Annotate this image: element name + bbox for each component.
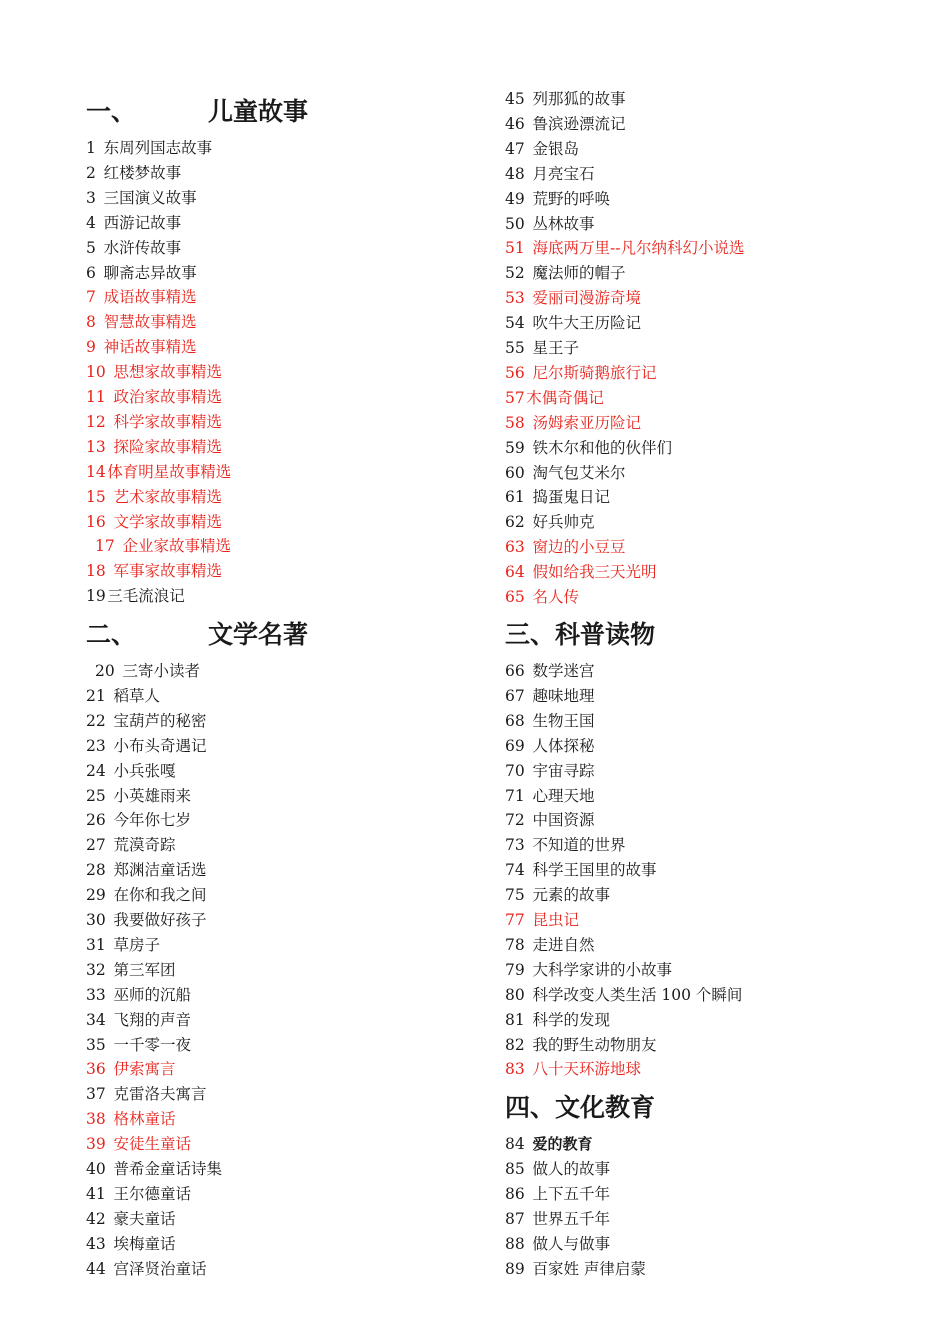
item-number: 86 [505,1184,525,1203]
item-title: 金银岛 [532,139,579,158]
item-title: 列那狐的故事 [532,90,626,108]
item-title: 昆虫记 [532,911,579,929]
item-title: 第三军团 [113,960,176,979]
list-item [505,983,742,1008]
list-item [505,684,595,709]
item-number: 52 [505,264,525,283]
item-number: 72 [505,811,525,830]
item-number: 23 [86,736,106,755]
section-title: 科普读物 [555,620,656,649]
item-title: 做人与做事 [532,1234,610,1253]
item-title: 艺术家故事精选 [113,487,222,506]
item-title: 政治家故事精选 [113,388,222,406]
list-item [95,534,231,559]
item-number: 32 [86,960,106,979]
item-title: 体育明星故事精选 [107,462,232,481]
list-item [86,584,185,609]
list-item [505,311,641,336]
item-number: 68 [505,711,525,730]
item-number: 54 [505,314,525,333]
section-number: 一、 [86,97,137,126]
item-number: 89 [505,1259,525,1278]
item-number: 59 [505,438,525,457]
item-number: 35 [86,1035,106,1054]
list-item [505,386,604,411]
section-heading-children [86,95,308,129]
item-number: 43 [86,1234,106,1253]
list-item [86,1033,191,1058]
item-title: 丛林故事 [532,214,595,233]
item-number: 82 [505,1035,525,1054]
item-title: 神话故事精选 [103,338,197,357]
section-heading-science [505,618,655,652]
item-number: 40 [86,1160,106,1178]
item-title: 木偶奇偶记 [526,388,604,407]
list-item [86,410,222,435]
item-number: 50 [505,214,525,233]
item-title: 铁木尔和他的伙伴们 [532,438,672,457]
item-title: 不知道的世界 [532,836,626,855]
item-number: 24 [86,761,106,780]
list-item [86,186,197,211]
item-title: 世界五千年 [532,1209,610,1228]
item-title: 水浒传故事 [103,238,182,257]
list-item [86,1182,191,1207]
item-number: 71 [505,786,525,805]
item-title: 三毛流浪记 [107,587,185,606]
item-number: 27 [86,836,106,855]
item-title: 安徒生童话 [113,1135,191,1154]
item-number: 19 [86,587,106,606]
item-title: 魔法师的帽子 [532,264,626,283]
list-item [86,958,176,983]
item-number: 30 [86,911,106,929]
list-item [86,236,181,261]
item-number: 36 [86,1060,106,1079]
item-number: 87 [505,1209,525,1228]
list-item [505,858,657,883]
item-title: 草房子 [113,935,160,954]
item-number: 17 [95,537,115,556]
item-number: 34 [86,1010,106,1029]
item-number: 20 [95,662,115,680]
item-number: 61 [505,488,525,507]
list-item [86,510,222,535]
section-title: 儿童故事 [208,97,309,126]
item-number: 79 [505,960,525,979]
item-title: 中国资源 [532,811,595,830]
item-number: 14 [86,462,106,481]
item-title: 智慧故事精选 [103,313,197,332]
item-number: 63 [505,538,525,557]
list-item [86,335,197,360]
item-number: 64 [505,563,525,582]
item-number: 78 [505,935,525,954]
list-item [505,908,579,933]
list-item [505,361,657,386]
list-item [505,485,610,510]
item-number: 9 [86,338,96,357]
item-title: 做人的故事 [532,1159,610,1178]
list-item [505,535,626,560]
item-title: 王尔德童话 [113,1184,191,1203]
item-number: 56 [505,363,525,382]
item-number: 85 [505,1159,525,1178]
list-item [505,286,641,311]
list-item [505,1008,610,1033]
item-title: 我要做好孩子 [113,911,207,929]
list-item [505,734,595,759]
list-item [505,336,579,361]
item-title: 聊斋志异故事 [103,263,197,282]
item-number: 57 [505,388,525,407]
item-title: 埃梅童话 [113,1234,176,1253]
list-item [505,560,657,585]
list-item [505,112,626,137]
item-number: 45 [505,90,525,108]
item-number: 28 [86,861,106,880]
item-number: 81 [505,1010,525,1029]
item-title: 科学家故事精选 [113,412,222,431]
item-title: 在你和我之间 [113,886,207,905]
item-number: 51 [505,239,525,258]
list-item [86,485,222,510]
list-item [86,1057,176,1082]
item-number: 67 [505,686,525,705]
item-title: 宝葫芦的秘密 [113,711,207,730]
item-title: 生物王国 [532,711,595,730]
item-title: 海底两万里--凡尔纳科幻小说选 [532,239,745,258]
list-item [86,883,207,908]
list-item [86,734,207,759]
list-item [86,559,222,584]
item-number: 69 [505,736,525,755]
item-title: 成语故事精选 [103,288,197,307]
list-item [86,285,197,310]
item-number: 62 [505,513,525,532]
section-number: 二、 [86,620,137,649]
item-number: 75 [505,886,525,905]
list-item [505,1157,610,1182]
list-item [86,1082,207,1107]
item-title: 吹牛大王历险记 [532,314,641,333]
list-item [86,385,222,410]
item-number: 1 [86,139,96,157]
item-title: 汤姆索亚历险记 [532,413,641,432]
list-item [505,808,595,833]
list-item [505,87,626,112]
list-item [505,1033,657,1058]
item-title: 三寄小读者 [122,662,200,680]
item-number: 29 [86,886,106,905]
item-number: 55 [505,339,525,357]
list-item [86,684,160,709]
item-title: 名人传 [532,588,579,606]
item-number: 46 [505,114,525,133]
list-item [505,1232,610,1257]
list-item [86,1008,191,1033]
item-number: 8 [86,313,96,332]
item-title: 探险家故事精选 [113,437,222,456]
list-item [86,1232,176,1257]
item-number: 83 [505,1060,525,1079]
item-number: 7 [86,288,96,307]
list-item [86,759,176,784]
item-number: 49 [505,189,525,208]
item-number: 44 [86,1259,106,1278]
item-title: 数学迷宫 [532,662,595,680]
item-title: 军事家故事精选 [113,562,222,581]
list-item [95,659,200,684]
item-number: 2 [86,163,96,182]
item-number: 66 [505,662,525,680]
list-item [86,460,231,485]
list-item [505,1132,593,1157]
item-number: 26 [86,811,106,830]
list-item [86,908,207,933]
item-title: 豪夫童话 [113,1209,176,1228]
item-title: 东周列国志故事 [103,139,213,157]
item-title: 小布头奇遇记 [113,736,207,755]
list-item [86,784,191,809]
list-item [86,136,212,161]
item-title: 科学的发现 [532,1010,610,1029]
item-number: 77 [505,911,525,929]
list-item [505,709,595,734]
list-item [86,933,160,958]
item-title: 鲁滨逊漂流记 [532,114,626,133]
item-title: 思想家故事精选 [113,363,222,382]
item-number: 73 [505,836,525,855]
item-title: 趣味地理 [532,686,595,705]
item-number: 4 [86,213,96,232]
list-item [86,310,197,335]
list-item [86,858,207,883]
list-item [505,759,595,784]
item-title: 星王子 [532,339,579,357]
item-number: 6 [86,263,96,282]
item-number: 16 [86,512,106,531]
item-title: 大科学家讲的小故事 [532,960,672,979]
item-number: 39 [86,1135,106,1154]
item-number: 47 [505,139,525,158]
item-title: 月亮宝石 [532,164,595,183]
list-item [505,236,744,261]
list-item [505,659,595,684]
item-number: 70 [505,761,525,780]
item-number: 25 [86,786,106,805]
list-item [505,261,626,286]
item-title: 宇宙寻踪 [532,761,595,780]
item-title: 我的野生动物朋友 [532,1035,657,1054]
item-number: 33 [86,985,106,1004]
list-item [86,1257,207,1282]
item-number: 3 [86,188,96,207]
list-item [86,808,191,833]
section-heading-education [505,1091,655,1125]
list-item [86,211,181,236]
list-item [86,435,222,460]
item-title: 百家姓 声律启蒙 [532,1259,646,1278]
list-item [505,187,610,212]
item-title: 八十天环游地球 [532,1060,641,1079]
list-item [505,436,672,461]
item-number: 80 [505,985,525,1004]
item-number: 53 [505,289,525,308]
item-number: 41 [86,1184,106,1203]
item-number: 18 [86,562,106,581]
item-title: 文学家故事精选 [113,512,222,531]
item-title: 郑渊洁童话选 [113,861,207,880]
list-item [505,137,579,162]
item-number: 13 [86,437,106,456]
list-item [505,1057,641,1082]
item-title: 西游记故事 [103,213,182,232]
item-number: 65 [505,588,525,606]
list-item [86,1157,222,1182]
item-title: 好兵帅克 [532,513,595,532]
item-title: 普希金童话诗集 [113,1160,222,1178]
item-number: 84 [505,1135,525,1153]
item-title: 爱的教育 [532,1135,593,1153]
item-title: 窗边的小豆豆 [532,538,626,557]
item-title: 科学改变人类生活 100 个瞬间 [532,985,743,1004]
item-number: 48 [505,164,525,183]
item-title: 克雷洛夫寓言 [113,1085,207,1104]
item-number: 11 [86,388,106,406]
item-title: 假如给我三天光明 [532,563,657,582]
item-title: 宫泽贤治童话 [113,1259,207,1278]
list-item [86,161,181,186]
list-item [505,1182,610,1207]
item-title: 荒野的呼唤 [532,189,610,208]
section-title: 文学名著 [208,620,309,649]
item-number: 88 [505,1234,525,1253]
list-item [505,1207,610,1232]
item-title: 三国演义故事 [103,188,197,207]
item-number: 21 [86,686,106,705]
item-title: 小兵张嘎 [113,761,176,780]
item-title: 今年你七岁 [113,811,191,830]
item-number: 22 [86,711,106,730]
list-item [86,1132,191,1157]
list-item [505,933,595,958]
list-item [86,360,222,385]
item-number: 12 [86,412,106,431]
section-title: 文化教育 [555,1093,656,1122]
item-number: 15 [86,487,106,506]
item-title: 人体探秘 [532,736,595,755]
item-title: 一千零一夜 [113,1035,191,1054]
list-item [505,833,626,858]
section-number: 四、 [505,1093,556,1122]
item-number: 10 [86,363,106,382]
item-title: 走进自然 [532,935,595,954]
item-number: 74 [505,861,525,880]
item-title: 爱丽司漫游奇境 [532,289,641,308]
list-item [86,983,191,1008]
item-title: 小英雄雨来 [113,786,191,805]
item-number: 37 [86,1085,106,1104]
list-item [505,162,595,187]
item-title: 稻草人 [113,686,160,705]
section-heading-literature [86,618,308,652]
item-number: 58 [505,413,525,432]
item-number: 31 [86,935,106,954]
list-item [505,461,626,486]
section-number: 三、 [505,620,556,649]
item-title: 巫师的沉船 [113,985,191,1004]
list-item [86,833,176,858]
list-item [86,1207,176,1232]
item-title: 心理天地 [532,786,595,805]
list-item [505,411,641,436]
list-item [86,709,207,734]
list-item [86,261,197,286]
list-item [505,784,595,809]
item-title: 飞翔的声音 [113,1010,191,1029]
item-number: 5 [86,238,96,257]
item-title: 荒漠奇踪 [113,836,176,855]
item-title: 尼尔斯骑鹅旅行记 [532,363,657,382]
list-item [505,883,610,908]
item-title: 淘气包艾米尔 [532,463,626,482]
item-number: 60 [505,463,525,482]
item-title: 元素的故事 [532,886,610,905]
list-item [505,585,579,610]
list-item [505,212,595,237]
item-title: 格林童话 [113,1110,176,1129]
item-title: 科学王国里的故事 [532,861,657,880]
item-title: 伊索寓言 [113,1060,176,1079]
list-item [505,1257,646,1282]
item-number: 38 [86,1110,106,1129]
item-title: 捣蛋鬼日记 [532,488,610,507]
item-title: 企业家故事精选 [122,537,231,556]
item-number: 42 [86,1209,106,1228]
list-item [505,958,672,983]
list-item [86,1107,176,1132]
item-title: 上下五千年 [532,1184,610,1203]
list-item [505,510,595,535]
item-title: 红楼梦故事 [103,163,182,182]
